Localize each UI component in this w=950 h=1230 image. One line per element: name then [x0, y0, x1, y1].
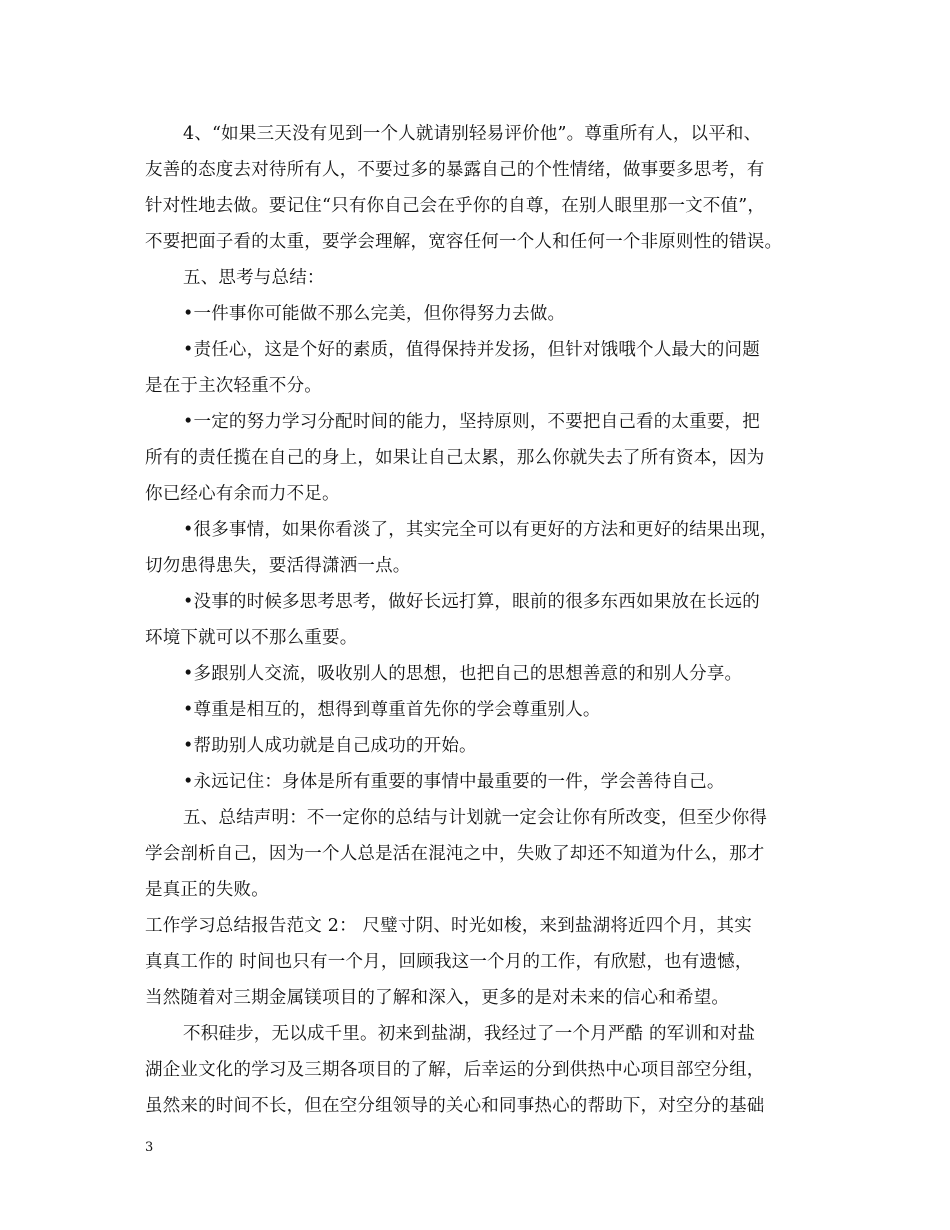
text-line: 针对性地去做。要记住“只有你自己会在乎你的自尊，在别人眼里那一文不值”，	[145, 196, 766, 216]
section-heading: 五、总结声明：不一定你的总结与计划就一定会让你有所改变，但至少你得	[183, 808, 768, 828]
text-line: 湖企业文化的学习及三期各项目的了解，后幸运的分到供热中心项目部空分组，	[145, 1060, 765, 1080]
bullet-item: •永远记住：身体是所有重要的事情中最重要的一件，学会善待自己。	[183, 772, 725, 792]
text-line: 不积硅步，无以成千里。初来到盐湖，我经过了一个月严酷 的军训和对盐	[183, 1024, 756, 1044]
bullet-item: •一件事你可能做不那么完美，但你得努力去做。	[183, 304, 566, 324]
text-line: 切勿患得患失，要活得潇洒一点。	[145, 556, 411, 576]
text-line: 当然随着对三期金属镁项目的了解和深入，更多的是对未来的信心和希望。	[145, 988, 730, 1008]
bullet-item: •很多事情，如果你看淡了，其实完全可以有更好的方法和更好的结果出现，	[183, 520, 778, 540]
page-number: 3	[145, 1140, 154, 1155]
text-line: 友善的态度去对待所有人，不要过多的暴露自己的个性情绪，做事要多思考，有	[145, 160, 765, 180]
bullet-item: •责任心，这是个好的素质，值得保持并发扬，但针对饿哦个人最大的问题	[183, 340, 760, 360]
text-line: 是真正的失败。	[145, 880, 269, 900]
section-heading: 五、思考与总结：	[183, 268, 325, 288]
bullet-item: •帮助别人成功就是自己成功的开始。	[183, 736, 477, 756]
text-line: 工作学习总结报告范文 2： 尺璧寸阴、时光如梭，来到盐湖将近四个月，其实	[145, 916, 752, 936]
text-line: 是在于主次轻重不分。	[145, 376, 322, 396]
text-line: 环境下就可以不那么重要。	[145, 628, 358, 648]
text-line: 你已经心有余而力不足。	[145, 484, 340, 504]
text-line: 学会剖析自己，因为一个人总是活在混沌之中，失败了却还不知道为什么，那才	[145, 844, 765, 864]
text-line: 不要把面子看的太重，要学会理解，宽容任何一个人和任何一个非原则性的错误。	[145, 232, 783, 252]
text-line: 真真工作的 时间也只有一个月，回顾我这一个月的工作，有欣慰，也有遗憾，	[145, 952, 753, 972]
bullet-item: •尊重是相互的，想得到尊重首先你的学会尊重别人。	[183, 700, 601, 720]
text-line: 4、“如果三天没有见到一个人就请别轻易评价他”。尊重所有人，以平和、	[183, 124, 762, 144]
text-line: 虽然来的时间不长，但在空分组领导的关心和同事热心的帮助下，对空分的基础	[145, 1096, 765, 1116]
bullet-item: •没事的时候多思考思考，做好长远打算，眼前的很多东西如果放在长远的	[183, 592, 760, 612]
bullet-item: •多跟别人交流，吸收别人的思想，也把自己的思想善意的和别人分享。	[183, 664, 743, 684]
bullet-item: •一定的努力学习分配时间的能力，坚持原则，不要把自己看的太重要，把	[183, 412, 760, 432]
text-line: 所有的责任揽在自己的身上，如果让自己太累，那么你就失去了所有资本，因为	[145, 448, 765, 468]
